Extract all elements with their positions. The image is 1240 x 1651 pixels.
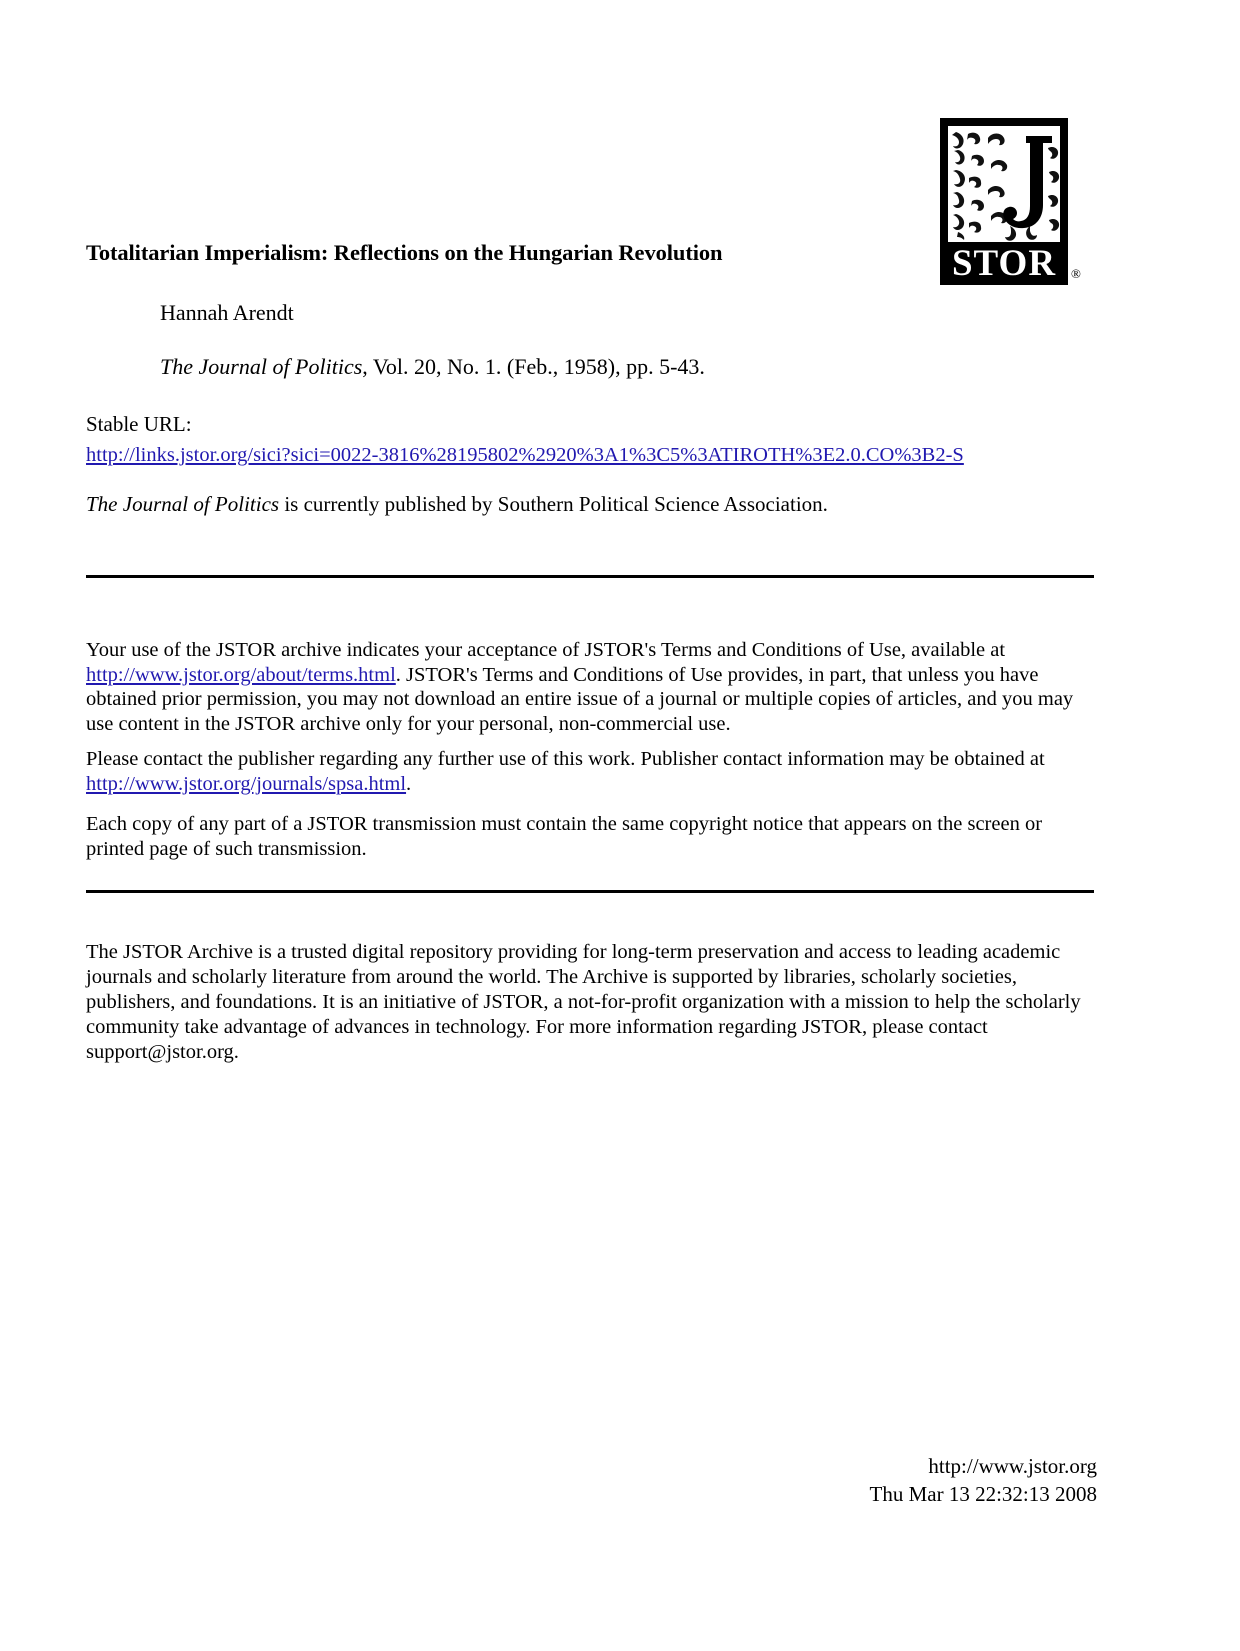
page-footer <box>870 1452 1097 1508</box>
divider-top <box>86 575 1094 578</box>
publisher-statement-rest: is currently published by Southern Political Science Association. <box>279 492 828 516</box>
logo-wordmark: STOR <box>951 243 1057 284</box>
terms-text-part1: Your use of the JSTOR archive indicates your acceptance of JSTOR's Terms and Conditions of Use, available at <box>86 639 1006 661</box>
copyright-paragraph: Each copy of any part of a JSTOR transmission must contain the same copyright notice that appears on the screen or printed page of such transmission. <box>86 813 1043 860</box>
footer-url: http://www.jstor.org <box>928 1454 1097 1478</box>
stable-url-link[interactable]: http://links.jstor.org/sici?sici=0022-3816%28195802%2920%3A1%3C5%3ATIROTH%3E2.0.CO%3B2-S <box>86 444 964 466</box>
citation-journal-name: The Journal of Politics <box>160 354 363 379</box>
citation-details: , Vol. 20, No. 1. (Feb., 1958), pp. 5-43. <box>362 354 705 379</box>
terms-text-part2: . JSTOR's Terms and Conditions of Use provides, in part, that unless you have obtained prior permission, you may not download an entire issue of a journal or multiple copies of articles, and you may use content in the JSTOR archive only for your personal, non-commercial use. <box>86 663 1074 735</box>
divider-bottom <box>86 890 1094 893</box>
article-title: Totalitarian Imperialism: Reflections on the Hungarian Revolution <box>86 240 723 265</box>
jstor-logo <box>940 118 1090 288</box>
publisher-statement <box>86 492 828 517</box>
article-author: Hannah Arendt <box>160 300 294 325</box>
archive-description-paragraph: The JSTOR Archive is a trusted digital repository providing for long-term preservation and access to leading academic journals and scholarly literature from around the world. The Archive is supported by libraries, scholarly societies, publishers, and foundations. It is an initiative of JSTOR, a not-for-profit organization with a mission to help the scholarly community take advantage of advances in technology. For more information regarding JSTOR, please contact support@jstor.org. <box>86 941 1081 1063</box>
contact-paragraph <box>86 747 1094 796</box>
publisher-contact-link[interactable]: http://www.jstor.org/journals/spsa.html <box>86 772 407 795</box>
publisher-journal-name: The Journal of Politics <box>86 492 280 516</box>
stable-url-label: Stable URL: <box>86 412 192 436</box>
logo-black-box <box>940 118 1068 285</box>
contact-text-part2: . <box>406 772 412 795</box>
terms-paragraph <box>86 638 1094 736</box>
article-citation <box>160 354 705 380</box>
footer-timestamp: Thu Mar 13 22:32:13 2008 <box>869 1482 1097 1506</box>
ornate-j-icon <box>948 126 1060 242</box>
terms-link[interactable]: http://www.jstor.org/about/terms.html <box>86 663 396 686</box>
contact-text-part1: Please contact the publisher regarding any further use of this work. Publisher contact information may be obtained at <box>86 748 1045 770</box>
registered-trademark-icon: ® <box>1071 266 1081 281</box>
